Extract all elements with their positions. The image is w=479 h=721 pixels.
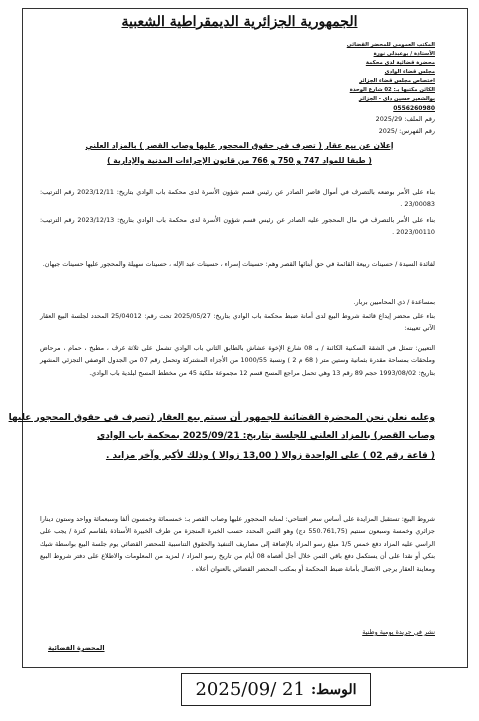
signature: المحضرة القضائية bbox=[48, 644, 105, 652]
sale-notice-line-2: وصاب القصر) بالمزاد العلني للجلسة بتاريخ: 2025/09/21 بمحكمة باب الوادي bbox=[97, 431, 435, 441]
header-phone: 0556260980 bbox=[393, 105, 435, 112]
applicants-paragraph: لفائدة السيدة / حسينات ربيعة القائمة في حق أبنائها القصر وهم: حسينات إسراء ، حسينات عبد الإله ، حسينات سهيلة والمحجور عليها حسينات جيهان. bbox=[42, 260, 435, 268]
sale-notice-line-1: وعليه نعلن نحن المحضرة القضائية للجمهور أن سيتم بيع العقار (تصرف في حقوق المحجور عليها bbox=[8, 413, 435, 423]
page-title: الجمهورية الجزائرية الديمقراطية الشعبية bbox=[121, 14, 358, 30]
announcement-title: إعلان عن بيع عقار ( تصرف في حقوق المحجور عليها وصاب القصر ) بالمزاد العلني bbox=[85, 141, 394, 150]
header-line: الكائن مكتبها بـ: 02 شارع الوحدة bbox=[349, 87, 435, 93]
announcement-subtitle: ( طبقا للمواد 747 و 750 و 766 من قانون الإجراءات المدنية والإدارية ) bbox=[107, 156, 372, 165]
header-line: بوالشعير حسين داي - الجزائر bbox=[358, 96, 435, 102]
publication-note: نشر في جريدة يومية وطنية bbox=[362, 628, 435, 636]
newspaper-name: الوسط: bbox=[310, 681, 357, 698]
sale-notice-line-3: ( قاعة رقم 02 ) على الواحدة زوالا ( 13,00 زوالا ) وذلك لأكبر وآخر مزايد . bbox=[105, 451, 435, 461]
header-line: الأستاذة / بوعبدلي نورة bbox=[373, 51, 435, 57]
header-line: مجلس قضاء الوادي bbox=[384, 69, 435, 75]
publication-date: 2025/09/ 21 bbox=[195, 679, 305, 700]
file-number: رقم الملف: 2025/29 bbox=[375, 115, 435, 123]
index-number: رقم الفهرس: /2025 bbox=[378, 127, 435, 135]
order-paragraph-2: بناء على الأمر بالتصرف في مال المحجور عليه الصادر عن رئيس قسم شؤون الأسرة لدى محكمة باب الوادي بتاريخ: 2023/12/13 رقم الترتيب: 2023/00110 . bbox=[40, 216, 435, 237]
deposit-paragraph: بناء على محضر إيداع قائمة شروط البيع لدى أمانة ضبط محكمة باب الوادي بتاريخ: 2025/05/27 تحت رقم: 25/04012 المحدد لجلسة البيع العقار الآتي تعيينه: bbox=[40, 312, 435, 333]
header-line: اختصاص مجلس قضاء الجزائر bbox=[359, 78, 435, 84]
property-description: التعيين: تتمثل في الشقة السكنية الكائنة / بـ 08 شارع الإخوة عشاش بالطابق الثاني باب الوادي تشمل على ثلاثة غرف ، مطبخ ، حمام ، مرحاض وملحقات بمساحة مقدرة بثمانية وستين متر ( 68 م 2 ) ونسبة 1000/55 من الأجزاء المشتركة وتحمل رقم 07 من الجدول الوصفي التجزئي المشهر بتاريخ: 1993/08/02 حجم 89 رقم 13 وهي تحمل مراجع المسح قسم 12 مجموعة ملكية 45 من مخطط المسح لبلدية باب الوادي. bbox=[40, 344, 435, 377]
newspaper-date-box bbox=[181, 673, 371, 706]
header-line: محضرة قضائية لدى محكمة bbox=[365, 60, 435, 66]
counsel-paragraph: بمساعدة / ذي المحاميين بربار. bbox=[353, 298, 435, 306]
sale-conditions: شروط البيع: تستقبل المزايدة على أساس سعر افتتاحي: لمنابه المحجور عليها وصاب القصر بـ: خمسمائة وخمسون ألفا وسبعمائة وواحد وستون دينارا جزائري وخمسة وسبعون سنتيم (550.761,75 دج) وهو الثمن المحدد حسب الخبرة المنجزة من طرف الخبيرة الأستاذة بلقاسم كنزة / يجب على الراسي عليه المزاد دفع خمس 1/5 مبلغ رسو المزاد بالإضافة إلى مصاريف التنفيذ والحقوق التناسبية للمحضر القضائي يوم جلسة البيع بواسطة شيك بنكي أو نقدا على أن يستكمل دفع باقي الثمن خلال أجل أقصاه 08 أيام من تاريخ رسو المزاد / لمزيد من المعلومات والاطلاع على دفتر شروط البيع ومعاينة العقار يرجى الاتصال بأمانة ضبط المحكمة أو بمكتب المحضر القضائي بالعنوان أعلاه . bbox=[40, 515, 435, 573]
order-paragraph-1: بناء على الأمر بوضعه بالتصرف في أموال قاصر الصادر عن رئيس قسم شؤون الأسرة لدى محكمة باب الوادي بتاريخ: 2023/12/11 رقم الترتيب: 23/00083 . bbox=[40, 188, 435, 209]
header-line: المكتب العمومي للمحضر القضائي bbox=[346, 42, 435, 48]
